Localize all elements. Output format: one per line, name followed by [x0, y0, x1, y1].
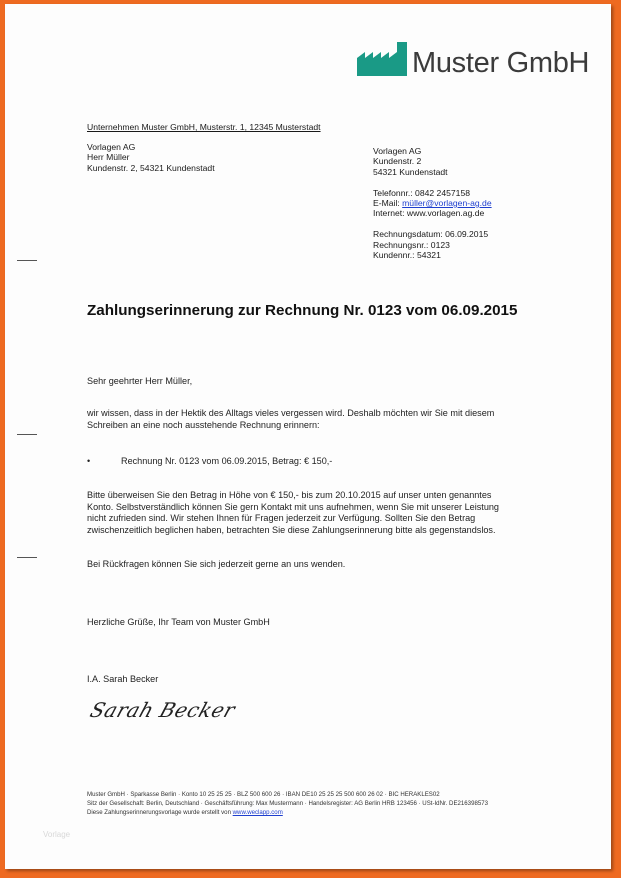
handwritten-signature: Sarah Becker [87, 698, 239, 722]
signer-name: I.A. Sarah Becker [87, 674, 159, 684]
factory-icon [357, 42, 407, 76]
paragraph-line: wir wissen, dass in der Hektik des Alltags vieles vergessen wird. Deshalb möchten wir Sie mit diesem [87, 408, 495, 418]
info-email-label: E-Mail: [373, 198, 403, 209]
info-phone: Telefonnr.: 0842 2457158 [373, 187, 471, 198]
paragraph-line: zwischenzeitlich beglichen haben, betrachten Sie diese Zahlungserinnerung bitte als gegenstandslos. [87, 524, 496, 535]
letter-title: Zahlungserinnerung zur Rechnung Nr. 0123 vom 06.09.2015 [87, 302, 518, 319]
paragraph-line: Bitte überweisen Sie den Betrag in Höhe von € 150,- bis zum 20.10.2015 auf unser unten genanntes [87, 490, 492, 500]
paragraph-line: Schreiben an eine noch ausstehende Rechnung erinnern: [87, 419, 320, 430]
email-link[interactable]: müller@vorlagen-ag.de [402, 198, 492, 209]
footer [87, 790, 488, 817]
info-company: Vorlagen AG [373, 146, 422, 156]
footer-credit-line [87, 808, 488, 817]
paragraph-payment [87, 490, 499, 536]
info-customer-number: Kundennr.: 54321 [373, 250, 441, 261]
sender-address-line: Unternehmen Muster GmbH, Musterstr. 1, 12345 Musterstadt [87, 122, 321, 132]
fold-mark [17, 260, 37, 261]
info-city: 54321 Kundenstadt [373, 166, 448, 177]
paragraph-line: nicht zufrieden sind. Wir stehen Ihnen für Fragen jederzeit zur Verfügung. Sollten Sie den Betrag [87, 513, 476, 524]
document-page [5, 4, 611, 869]
salutation: Sehr geehrter Herr Müller, [87, 376, 193, 386]
paragraph-line: Konto. Selbstverständlich können Sie gern Kontakt mit uns aufnehmen, wenn Sie mit unserer Leistung [87, 501, 499, 512]
info-email-row [373, 198, 492, 208]
info-internet: Internet: www.vorlagen.ag.de [373, 208, 485, 219]
footer-credit-text: Diese Zahlungserinnerungsvorlage wurde erstellt von [87, 809, 233, 816]
recipient-line: Vorlagen AG [87, 142, 136, 152]
paragraph-intro [87, 408, 494, 431]
info-street: Kundenstr. 2 [373, 156, 422, 167]
info-invoice-date: Rechnungsdatum: 06.09.2015 [373, 229, 489, 240]
info-block [373, 146, 492, 260]
footer-bank-line: Muster GmbH · Sparkasse Berlin · Konto 10 25 25 25 · BLZ 500 600 26 · IBAN DE10 25 25 25 500 600 26 02 · BIC HERAKLES02 [87, 791, 440, 798]
footer-website-link[interactable]: www.weclapp.com [232, 809, 283, 816]
closing-greeting: Herzliche Grüße, Ihr Team von Muster GmbH [87, 617, 270, 627]
recipient-line: Herr Müller [87, 152, 130, 163]
bullet-item: Rechnung Nr. 0123 vom 06.09.2015, Betrag: € 150,- [121, 456, 333, 466]
punch-mark [17, 434, 37, 435]
bullet-symbol: • [87, 456, 91, 466]
recipient-line: Kundenstr. 2, 54321 Kundenstadt [87, 162, 215, 173]
company-logo-text: Muster GmbH [412, 47, 590, 79]
footer-company-line: Sitz der Gesellschaft: Berlin, Deutschland · Geschäftsführung: Max Mustermann · Handelsregister: AG Berlin HRB 123456 · USt-IdNr. DE216398573 [87, 800, 489, 807]
fold-mark [17, 557, 37, 558]
recipient-address [87, 142, 215, 173]
watermark: Vorlage [43, 830, 71, 839]
paragraph-questions: Bei Rückfragen können Sie sich jederzeit gerne an uns wenden. [87, 559, 346, 569]
info-invoice-number: Rechnungsnr.: 0123 [373, 239, 450, 250]
